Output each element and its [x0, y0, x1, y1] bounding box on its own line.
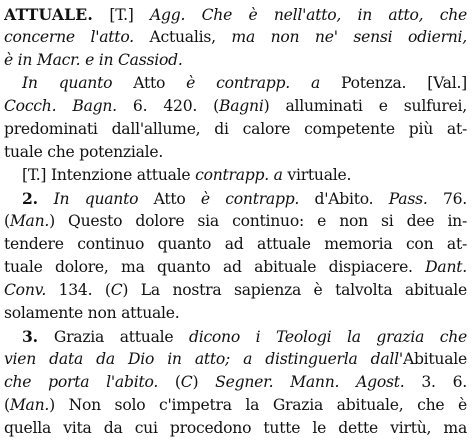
text-run: Pass.: [388, 190, 428, 208]
text-run: Man.: [9, 212, 50, 230]
text-run: virtuale.: [282, 166, 352, 184]
text-run: è contrapp.: [200, 190, 300, 208]
text-run: tendere continuo quanto ad attuale memoria con at-: [4, 235, 467, 253]
text-line: [4, 279, 467, 302]
text-run: ) Non solo c'impetra la Grazia abituale, che è: [49, 396, 467, 414]
text-run: Dant.: [425, 258, 467, 276]
text-run: solamente non attuale.: [4, 304, 180, 322]
text-run: ): [192, 373, 216, 391]
text-run: che: [439, 6, 467, 24]
text-run: ATTUALE.: [4, 5, 93, 24]
text-line: [4, 141, 467, 164]
text-run: ma non ne' sensi odierni,: [231, 28, 467, 46]
text-run: ) La nostra sapienza è talvolta abituale: [122, 281, 467, 299]
text-line: [4, 95, 467, 118]
text-run: In quanto: [22, 74, 113, 92]
text-run: ) alluminati e sulfurei,: [263, 97, 467, 115]
text-line: [4, 417, 467, 440]
text-line: [4, 49, 467, 72]
text-run: Grazia attuale: [53, 328, 189, 346]
text-run: C: [110, 281, 123, 299]
text-run: C: [180, 373, 193, 391]
text-line: [4, 72, 467, 95]
text-run: quella vita da cui procedono tutte le dette virtù, ma: [4, 419, 467, 437]
text-run: [423, 6, 439, 24]
text-run: 134. (: [46, 281, 111, 299]
text-run: (: [4, 396, 10, 414]
text-run: [T.] Intenzione attuale: [22, 166, 196, 184]
text-run: Atto: [112, 74, 187, 92]
text-run: contrapp. a: [195, 166, 283, 184]
text-run: d'Abito.: [299, 190, 389, 208]
text-line: [4, 302, 467, 325]
text-run: tuale che potenziale.: [4, 143, 164, 161]
text-run: Agg. Che è nell'atto, in atto,: [150, 6, 424, 24]
text-run: Abituale: [402, 350, 467, 368]
text-run: 3. 6.: [404, 373, 467, 391]
text-line: [4, 187, 467, 210]
text-run: (: [4, 212, 10, 230]
text-run: Cocch. Bagn.: [4, 97, 117, 115]
text-line: [4, 394, 467, 417]
text-run: 2.: [22, 189, 54, 208]
text-run: [T.]: [93, 6, 151, 24]
text-run: predominati dall'allume, di calore competente più at-: [4, 120, 467, 138]
dictionary-entry-attuale: [4, 3, 467, 440]
text-line: [4, 210, 467, 233]
text-run: 76.: [427, 190, 467, 208]
text-run: vien data da Dio in atto; a distinguerla dall': [4, 350, 403, 368]
text-run: (: [158, 373, 181, 391]
text-run: concerne l'atto.: [4, 28, 134, 46]
text-run: tuale dolore, ma quanto ad abituale dispiacere.: [4, 258, 426, 276]
text-line: [4, 348, 467, 371]
text-line: [4, 26, 467, 49]
text-run: è in Macr. e in Cassiod.: [4, 51, 183, 69]
text-run: dicono i Teologi la grazia che: [188, 328, 467, 346]
text-run: 6. 420. (: [116, 97, 220, 115]
text-run: Atto: [138, 190, 201, 208]
text-line: [4, 325, 467, 348]
text-run: Bagni: [219, 97, 264, 115]
text-run: Potenza. [Val.]: [320, 74, 467, 92]
text-run: Man.: [9, 396, 50, 414]
text-run: Actualis,: [133, 28, 232, 46]
text-run: che porta l'abito.: [4, 373, 159, 391]
text-run: Conv.: [4, 281, 47, 299]
text-line: [4, 371, 467, 394]
text-line: [4, 233, 467, 256]
text-line: [4, 118, 467, 141]
text-run: 3.: [22, 327, 54, 346]
text-line: [4, 256, 467, 279]
text-run: Segner. Mann. Agost.: [215, 373, 405, 391]
text-run: In quanto: [53, 190, 139, 208]
text-run: è contrapp. a: [186, 74, 320, 92]
text-line: [4, 164, 467, 187]
text-run: ) Questo dolore sia continuo: e non si dee in-: [49, 212, 467, 230]
text-line: [4, 3, 467, 26]
